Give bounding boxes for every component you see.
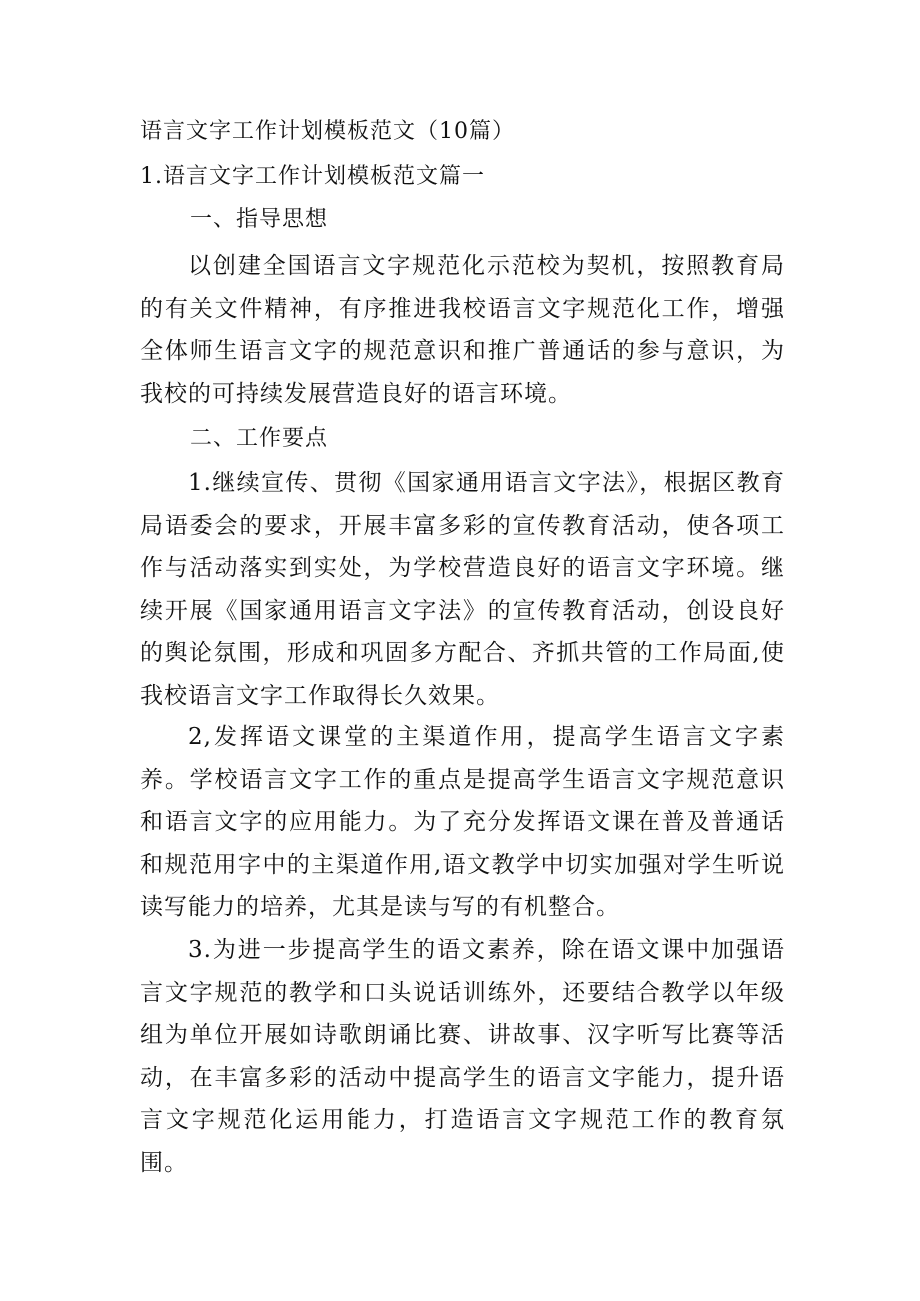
paragraph-work-point-2: 2,发挥语文课堂的主渠道作用，提高学生语言文字素养。学校语言文字工作的重点是提高学生语言文字规范意识和语言文字的应用能力。为了充分发挥语文课在普及普通话和规范用字中的主渠道作用,语文教学中切实加强对学生听说读写能力的培养，尤其是读与写的有机整合。 [140,724,785,921]
paragraph-work-point-1: 1.继续宣传、贯彻《国家通用语言文字法》，根据区教育局语委会的要求，开展丰富多彩的宣传教育活动，使各项工作与活动落实到实处，为学校营造良好的语言文字环境。继续开展《国家通用语言文字法》的宣传教育活动，创设良好的舆论氛围，形成和巩固多方配合、齐抓共管的工作局面,使我校语言文字工作取得长久效果。 [140,470,785,709]
section-title: 1.语言文字工作计划模板范文篇一 [140,164,485,189]
heading-guiding-ideology: 一、指导思想 [190,207,329,232]
paragraph-work-point-3: 3.为进一步提高学生的语文素养，除在语文课中加强语言文字规范的教学和口头说话训练外，还要结合教学以年级组为单位开展如诗歌朗诵比赛、讲故事、汉字听写比赛等活动，在丰富多彩的活动中提高学生的语言文字能力，提升语言文字规范化运用能力，打造语言文字规范工作的教育氛围。 [140,937,785,1176]
heading-work-points: 二、工作要点 [190,426,329,451]
document-title: 语言文字工作计划模板范文（10篇） [140,119,515,144]
paragraph-guiding-ideology: 以创建全国语言文字规范化示范校为契机，按照教育局的有关文件精神，有序推进我校语言文字规范化工作，增强全体师生语言文字的规范意识和推广普通话的参与意识，为我校的可持续发展营造良好的语言环境。 [140,253,785,407]
